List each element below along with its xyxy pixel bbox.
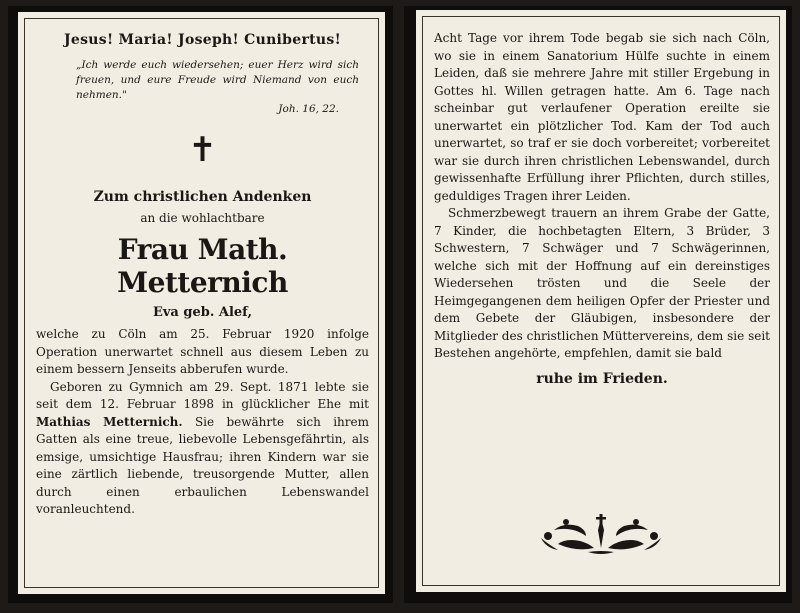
card-left-page bbox=[8, 6, 393, 603]
deceased-name: Frau Math. Metternich bbox=[117, 233, 288, 299]
life-text-end: Sie bewährte sich ihrem Gatten als eine treue, liebevolle Lebensgefährtin, als emsige, umsichtige Hausfrau; ihren Kindern war sie eine zärtlich liebende, treusorgende Mutter, allen durch einen erbaulichen Lebenswandel voranleuchtend. bbox=[36, 414, 370, 516]
death-paragraph: welche zu Cöln am 25. Februar 1920 infolge Operation unerwartet schnell aus diesem Leben zu einem bessern Jenseits abberufen wurde. bbox=[36, 327, 369, 376]
left-paper bbox=[18, 12, 385, 594]
card-right-page bbox=[404, 6, 792, 603]
illness-paragraph: Acht Tage vor ihrem Tode begab sie sich nach Cöln, wo sie in einem Sanatorium Hülfe suchte in einem Leiden, daß sie mehrere Jahre mit stiller Ergebung in Gottes hl. Willen getragen hatte. Am 6. Tage nach scheinbar gut verlaufener Operation ereilte sie unerwartet ein plötzlicher Tod. Kam der Tod auch unerwartet, so traf er sie doch vorbereitet; vorbereitet war sie durch ihren christlichen Lebenswandel, durch gewissenhafte Erfüllung ihrer Pflichten, durch stilles, geduldiges Tragen ihrer Leiden. bbox=[434, 31, 770, 203]
cross-icon: ✝ bbox=[188, 130, 217, 170]
maiden-name: Eva geb. Alef, bbox=[152, 305, 253, 320]
husband-name: Mathias Metternich. bbox=[36, 414, 183, 429]
floral-ornament-icon bbox=[536, 508, 666, 556]
life-paragraph bbox=[36, 379, 369, 519]
mourners-paragraph: Schmerzbewegt trauern an ihrem Grabe der Gatte, 7 Kinder, die hochbetagten Eltern, 3 Brüder, 3 Schwestern, 7 Schwäger und 7 Schwägerinnen, welche sich mit der Hoffnung auf ein dereinstiges Wiedersehen trösten und die Seele der Heimgegangenen dem heiligen Opfer der Priester und dem Gebete der Gläubigen, insbesondere der Mitglieder des christlichen Müttervereins, dem sie seit Bestehen angehörte, empfehlen, damit sie bald bbox=[434, 206, 770, 360]
left-content bbox=[36, 32, 369, 519]
memorial-heading: Zum christlichen Andenken bbox=[93, 189, 312, 205]
dedication-line: an die wohlachtbare bbox=[140, 211, 265, 225]
right-body-text bbox=[434, 30, 770, 363]
life-text-start: Geboren zu Gymnich am 29. Sept. 1871 lebte sie seit dem 12. Februar 1898 in glücklicher Ehe mit bbox=[36, 379, 369, 411]
right-content bbox=[434, 30, 770, 387]
invocation: Jesus! Maria! Joseph! Cunibertus! bbox=[63, 32, 342, 48]
bible-verse: „Ich werde euch wiedersehen; euer Herz wird sich freuen, und eure Freude wird Niemand von euch nehmen." bbox=[76, 59, 359, 101]
left-body-text bbox=[36, 326, 369, 519]
closing-phrase: ruhe im Frieden. bbox=[536, 370, 668, 387]
verse-reference: Joh. 16, 22. bbox=[278, 103, 339, 115]
right-paper bbox=[416, 10, 786, 592]
